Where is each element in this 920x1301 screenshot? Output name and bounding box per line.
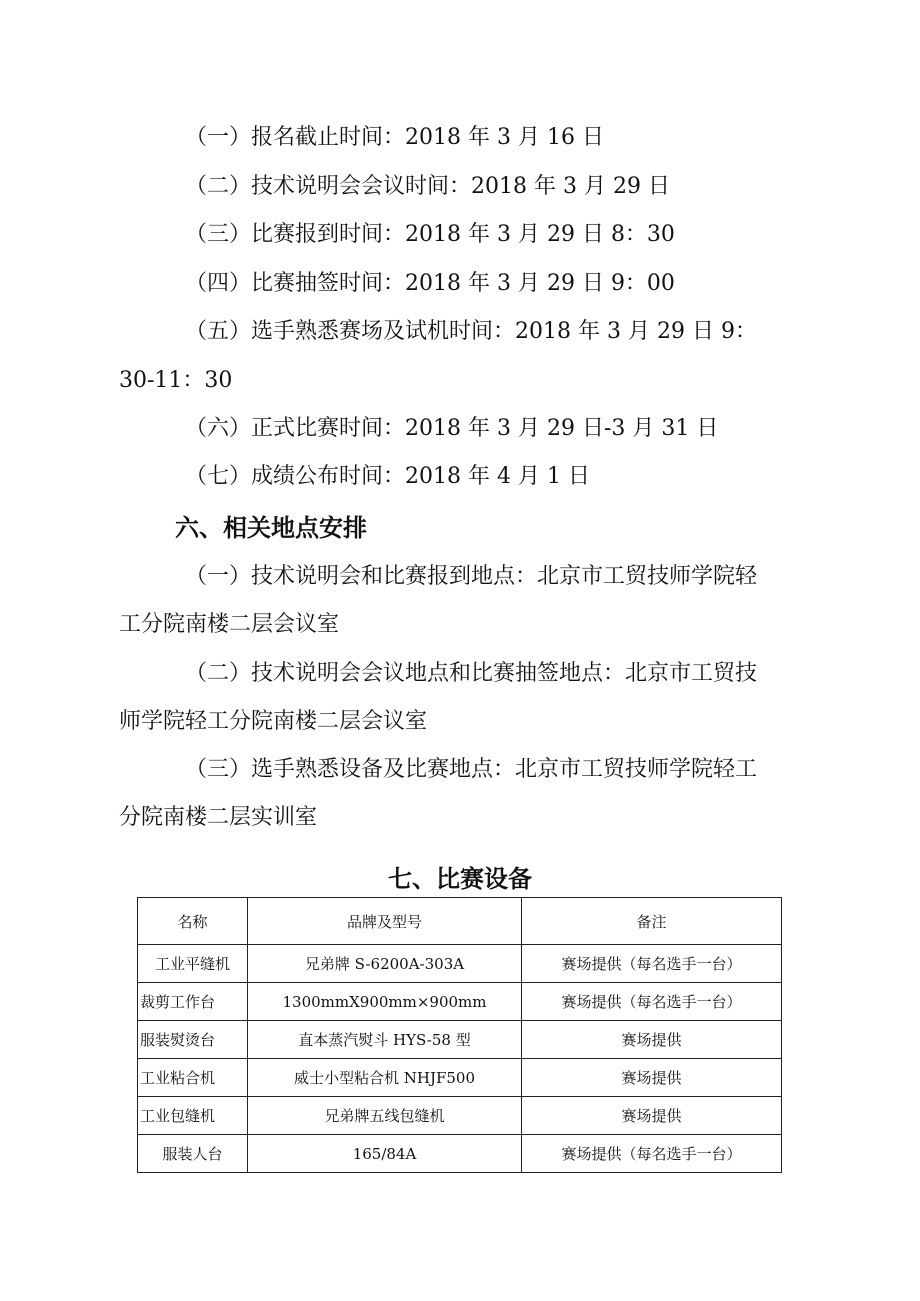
schedule-item-2: （二）技术说明会会议时间：2018 年 3 月 29 日 <box>185 174 670 199</box>
schedule-item-1: （一）报名截止时间：2018 年 3 月 16 日 <box>185 125 604 150</box>
schedule-item-5-continued: 30-11：30 <box>119 368 233 393</box>
equipment-model: 直本蒸汽熨斗 HYS-58 型 <box>248 1021 522 1059</box>
equipment-heading: 七、比赛设备 <box>388 865 532 893</box>
equipment-remark: 赛场提供 <box>522 1021 782 1059</box>
schedule-item-7: （七）成绩公布时间：2018 年 4 月 1 日 <box>185 464 590 489</box>
equipment-name: 服装熨烫台 <box>138 1021 248 1059</box>
equipment-name: 工业粘合机 <box>138 1059 248 1097</box>
equipment-table <box>137 897 782 1173</box>
equipment-model: 威士小型粘合机 NHJF500 <box>248 1059 522 1097</box>
schedule-item-6: （六）正式比赛时间：2018 年 3 月 29 日-3 月 31 日 <box>185 416 719 441</box>
location-3: （三）选手熟悉设备及比赛地点：北京市工贸技师学院轻工 <box>185 757 758 782</box>
equipment-name: 工业平缝机 <box>138 945 248 983</box>
equipment-remark: 赛场提供（每名选手一台） <box>522 983 782 1021</box>
equipment-name: 裁剪工作台 <box>138 983 248 1021</box>
equipment-remark: 赛场提供（每名选手一台） <box>522 1135 782 1173</box>
table-row <box>138 1021 782 1059</box>
equipment-model: 兄弟牌 S-6200A-303A <box>248 945 522 983</box>
schedule-item-4: （四）比赛抽签时间：2018 年 3 月 29 日 9：00 <box>185 271 675 296</box>
table-row <box>138 1097 782 1135</box>
equipment-remark: 赛场提供 <box>522 1097 782 1135</box>
column-header-remarks: 备注 <box>522 898 782 945</box>
table-row <box>138 1135 782 1173</box>
equipment-model: 165/84A <box>248 1135 522 1173</box>
equipment-model: 1300mmX900mm×900mm <box>248 983 522 1021</box>
location-2: （二）技术说明会会议地点和比赛抽签地点：北京市工贸技 <box>185 661 758 686</box>
table-row <box>138 1059 782 1097</box>
table-row <box>138 945 782 983</box>
column-header-name: 名称 <box>138 898 248 945</box>
table-row <box>138 983 782 1021</box>
location-1-continued: 工分院南楼二层会议室 <box>119 612 340 637</box>
locations-heading: 六、相关地点安排 <box>175 514 367 542</box>
column-header-brand-model: 品牌及型号 <box>248 898 522 945</box>
equipment-model: 兄弟牌五线包缝机 <box>248 1097 522 1135</box>
location-1: （一）技术说明会和比赛报到地点：北京市工贸技师学院轻 <box>185 564 758 589</box>
location-2-continued: 师学院轻工分院南楼二层会议室 <box>119 709 428 734</box>
equipment-remark: 赛场提供 <box>522 1059 782 1097</box>
equipment-name: 工业包缝机 <box>138 1097 248 1135</box>
schedule-item-3: （三）比赛报到时间：2018 年 3 月 29 日 8：30 <box>185 222 675 247</box>
equipment-name: 服装人台 <box>138 1135 248 1173</box>
schedule-item-5: （五）选手熟悉赛场及试机时间：2018 年 3 月 29 日 9： <box>185 319 757 344</box>
table-header-row <box>138 898 782 945</box>
location-3-continued: 分院南楼二层实训室 <box>119 805 318 830</box>
equipment-remark: 赛场提供（每名选手一台） <box>522 945 782 983</box>
